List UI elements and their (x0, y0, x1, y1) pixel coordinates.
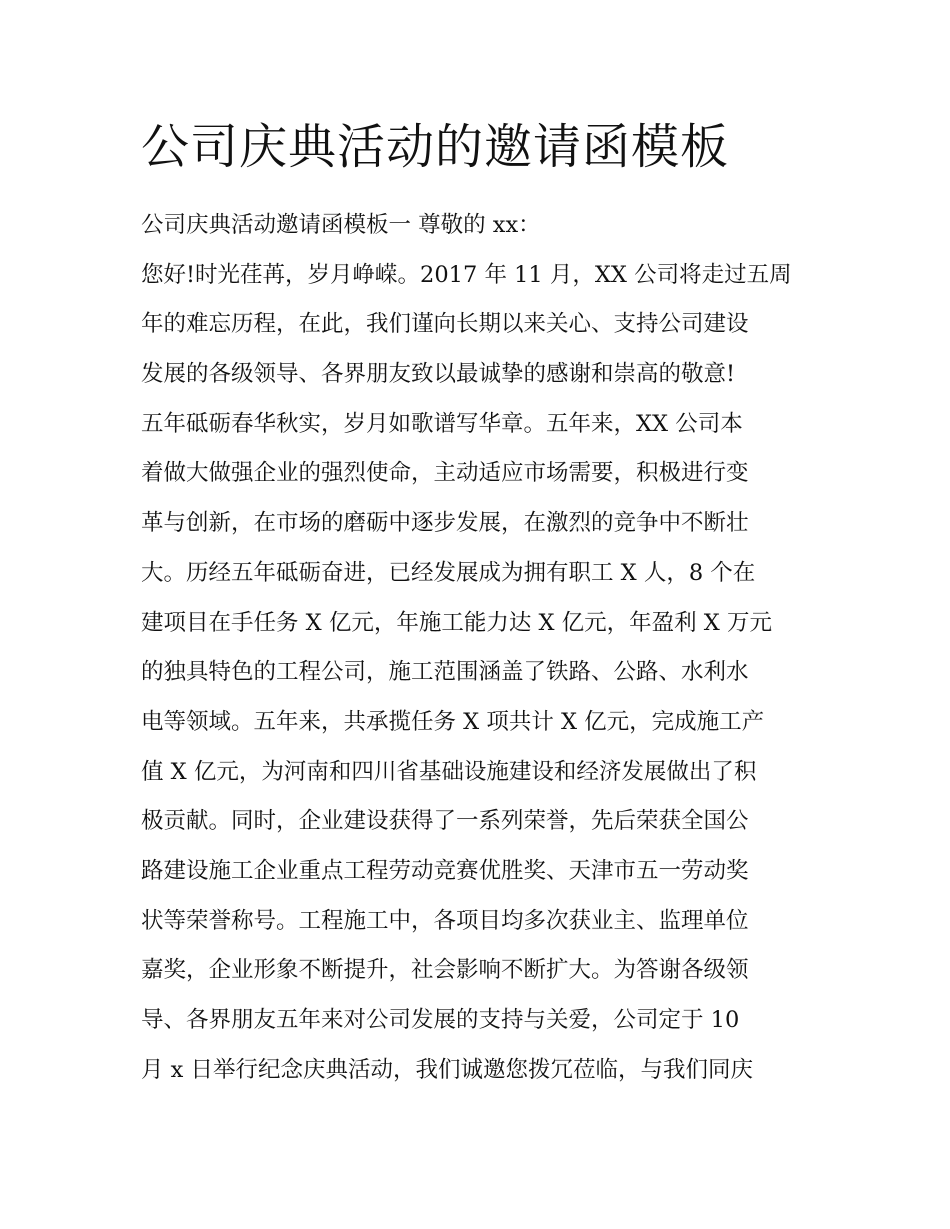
body-line: 的独具特色的工程公司，施工范围涵盖了铁路、公路、水利水 (141, 659, 749, 686)
body-line: 月 x 日举行纪念庆典活动，我们诚邀您拨冗莅临，与我们同庆 (141, 1056, 753, 1083)
body-line: 大。历经五年砥砺奋进，已经发展成为拥有职工 X 人，8 个在 (141, 559, 756, 586)
body-line: 发展的各级领导、各界朋友致以最诚挚的感谢和崇高的敬意! (141, 361, 736, 388)
body-line: 公司庆典活动邀请函模板一 尊敬的 xx： (141, 212, 541, 238)
body-line: 导、各界朋友五年来对公司发展的支持与关爱，公司定于 10 (141, 1007, 740, 1033)
body-line: 电等领域。五年来，共承揽任务 X 项共计 X 亿元，完成施工产 (141, 708, 765, 735)
body-line: 极贡献。同时，企业建设获得了一系列荣誉，先后荣获全国公 (141, 808, 749, 835)
body-line: 年的难忘历程，在此，我们谨向长期以来关心、支持公司建设 (141, 311, 749, 338)
body-line: 路建设施工企业重点工程劳动竞赛优胜奖、天津市五一劳动奖 (141, 857, 749, 884)
body-line: 您好!时光荏苒，岁月峥嵘。2017 年 11 月，XX 公司将走过五周 (141, 261, 792, 288)
document-title: 公司庆典活动的邀请函模板 (141, 119, 730, 175)
body-line: 革与创新，在市场的磨砺中逐步发展，在激烈的竞争中不断壮 (141, 510, 749, 537)
body-line: 值 X 亿元，为河南和四川省基础设施建设和经济发展做出了积 (141, 758, 757, 785)
body-line: 嘉奖，企业形象不断提升，社会影响不断扩大。为答谢各级领 (141, 957, 749, 984)
body-line: 着做大做强企业的强烈使命，主动适应市场需要，积极进行变 (141, 460, 749, 487)
body-line: 状等荣誉称号。工程施工中，各项目均多次获业主、监理单位 (141, 907, 749, 934)
document-body (141, 201, 821, 1095)
body-line: 五年砥砺春华秋实，岁月如歌谱写华章。五年来，XX 公司本 (141, 410, 743, 437)
body-line: 建项目在手任务 X 亿元，年施工能力达 X 亿元，年盈利 X 万元 (141, 609, 772, 636)
